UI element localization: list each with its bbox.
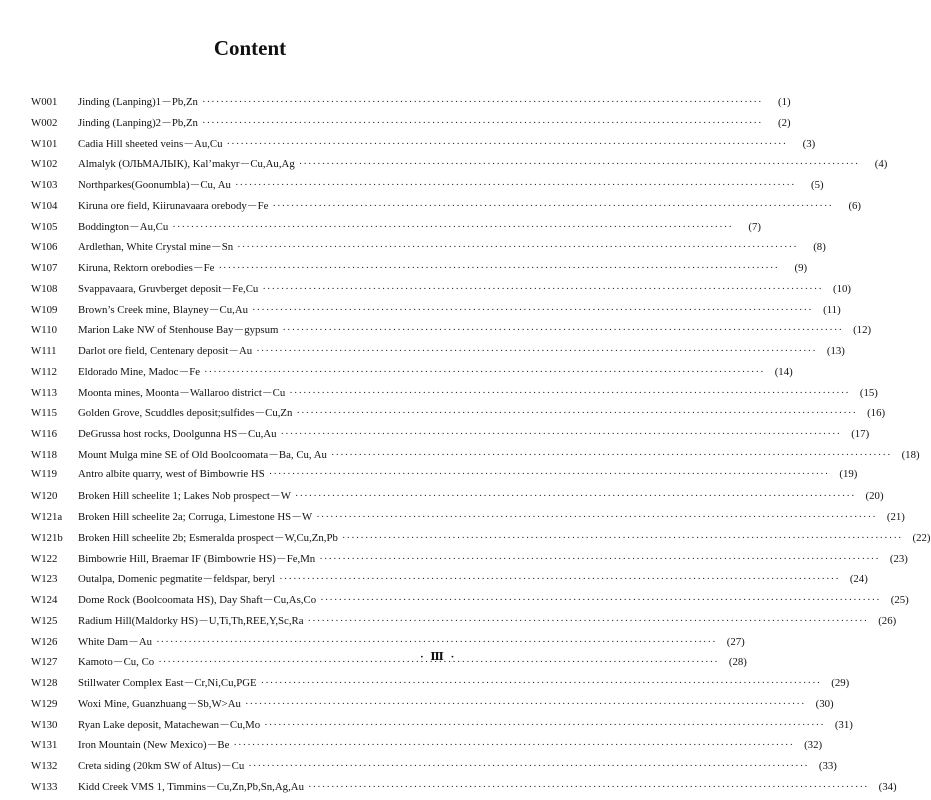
toc-entry-title: Iron Mountain (New Mexico)－Be [78,739,230,752]
toc-entry [31,530,931,551]
toc-entry-code: W128 [31,677,58,689]
toc-entry-code: W102 [31,158,58,171]
toc-entry-title: Antro albite quarry, west of Bimbowrie HS [78,467,265,480]
toc-entry-title: Darlot ore field, Centenary deposit－Au [78,345,253,357]
toc-entry-page: (5) [811,179,824,191]
toc-entry-page: (22) [912,531,931,544]
toc-entry [31,467,858,489]
toc-entry [31,239,826,260]
toc-entry-page: (26) [878,614,897,627]
toc-entry-title: Ardlethan, White Crystal mine－Sn [78,241,234,254]
toc-entry-code: W121a [31,511,63,523]
toc-entry-title: Ryan Lake deposit, Matachewan－Cu,Mo [78,718,261,731]
page-number-footer: · Ⅲ · [420,651,457,663]
toc-entry [31,758,837,779]
toc-entry-code: W110 [31,324,57,337]
toc-entry-page: (15) [859,386,878,399]
toc-entry [31,634,745,655]
toc-entry-page: (3) [802,137,816,150]
toc-entry-code: W121b [31,531,63,544]
toc-entry-code: W112 [31,365,57,378]
toc-entry-title: Eldorado Mine, Madoc－Fe [78,365,201,378]
toc-entry [31,198,862,219]
toc-entry [31,571,868,592]
toc-entry-code: W120 [31,490,58,503]
toc-entry-title: Cadia Hill sheeted veins－Au,Cu [78,137,223,150]
toc-entry-code: W106 [31,241,58,254]
dot-leader [235,179,796,191]
toc-entry-title: Kidd Creek VMS 1, Timmins－Cu,Zn,Pb,Sn,Ag,Au [78,780,304,793]
toc-entry-page: (9) [794,262,808,274]
toc-entry [31,737,823,758]
dot-leader [256,345,817,357]
toc-entry-title: Kiruna, Rektorn orebodies－Fe [78,262,215,274]
toc-entry [31,322,872,343]
toc-entry [31,136,816,157]
dot-leader [233,739,794,751]
toc-entry-code: W133 [31,780,58,793]
toc-entry-page: (23) [889,552,908,565]
dot-leader [227,138,788,150]
toc-entry-code: W129 [31,697,58,710]
toc-entry-code: W104 [31,199,58,212]
dot-leader [281,428,842,440]
dot-leader [308,781,869,793]
toc-entry [31,426,870,447]
toc-entry-code: W101 [31,137,58,150]
toc-entry-code: W124 [31,594,58,606]
toc-entry-code: W125 [31,614,58,627]
toc-entry [31,613,897,634]
toc-entry-title: Broken Hill scheelite 2a; Corruga, Limestone HS－W [78,511,313,523]
toc-entry [31,302,841,323]
toc-entry-page: (2) [778,116,791,129]
dot-leader [202,117,763,129]
toc-entry-title: Northparkes(Goonumbla)－Cu, Au [78,179,231,191]
dot-leader [237,241,798,253]
toc-entry-title: Stillwater Complex East－Cr,Ni,Cu,PGE [78,677,257,689]
toc-entry [31,219,761,240]
toc-entry-page: (32) [804,739,823,752]
toc-entry [31,717,853,738]
toc-entry [31,551,908,572]
dot-leader [296,407,857,419]
toc-entry-page: (19) [839,467,858,480]
dot-leader [289,387,850,399]
toc-entry-page: (34) [878,780,897,793]
toc-entry [31,447,920,468]
toc-entry-code: W113 [31,386,57,399]
toc-entry-page: (16) [867,407,886,420]
dot-leader [248,760,809,772]
toc-entry-title: Jinding (Lanping)2－Pb,Zn [78,116,198,129]
toc-entry-code: W002 [31,116,58,129]
toc-entry-code: W122 [31,552,58,565]
toc-entry-page: (8) [813,241,826,254]
dot-leader [204,366,765,378]
page-title: Content [213,36,287,60]
toc-entry [31,281,851,302]
toc-entry-title: Svappavaara, Gruvberget deposit－Fe,Cu [78,282,259,295]
dot-leader [316,511,877,523]
toc-entry-code: W132 [31,760,58,772]
toc-entry-code: W127 [31,656,58,669]
toc-entry-title: Dome Rock (Boolcoomata HS), Day Shaft－Cu,As,Co [78,594,317,606]
toc-entry-page: (30) [815,697,834,710]
toc-entry [31,592,909,613]
dot-leader [299,158,860,170]
toc-entry-page: (25) [890,594,909,606]
toc-entry-page: (24) [849,573,868,586]
toc-entry-page: (1) [778,96,791,108]
dot-leader [261,677,822,689]
toc-entry [31,94,791,115]
table-of-contents [31,94,931,800]
toc-entry-code: W118 [31,448,57,461]
toc-entry-title: Broken Hill scheelite 2b; Esmeralda prospect－W,Cu,Zn,Pb [78,531,338,544]
toc-entry-title: Woxi Mine, Guanzhuang－Sb,W>Au [78,697,241,710]
toc-entry-title: White Dam－Au [78,635,153,648]
toc-entry [31,696,834,717]
dot-leader [279,573,840,585]
toc-entry-code: W131 [31,739,58,752]
toc-entry-page: (12) [853,324,872,337]
toc-entry-page: (31) [834,718,853,731]
toc-entry-page: (18) [901,448,920,461]
toc-entry-page: (29) [831,677,850,689]
toc-entry [31,488,884,509]
toc-entry-title: Broken Hill scheelite 1; Lakes Nob prospect－W [78,490,291,503]
toc-entry-page: (7) [748,220,761,233]
toc-entry-title: Almalyk (ОЛЬМАЛЫК), Kal’makyr－Cu,Au,Ag [78,158,295,171]
dot-leader [308,615,869,627]
toc-entry-page: (14) [774,365,793,378]
toc-entry-title: Kamoto－Cu, Co [78,656,155,669]
dot-leader [264,719,825,731]
toc-entry-page: (17) [851,428,870,440]
dot-leader [295,490,856,502]
toc-entry-code: W111 [31,345,57,357]
toc-entry-title: Outalpa, Domenic pegmatite－feldspar, beryl [78,573,276,586]
toc-entry-page: (21) [886,511,905,523]
dot-leader [331,449,892,461]
toc-entry-title: Moonta mines, Moonta－Wallaroo district－Cu [78,386,286,399]
toc-entry-code: W108 [31,282,58,295]
toc-entry [31,654,747,675]
toc-entry-code: W103 [31,179,58,191]
toc-entry [31,364,793,385]
dot-leader [319,553,880,565]
toc-entry-title: DeGrussa host rocks, Doolgunna HS－Cu,Au [78,428,277,440]
dot-leader [262,283,823,295]
toc-entry-page: (27) [726,635,745,648]
toc-entry-title: Mount Mulga mine SE of Old Boolcoomata－Ba, Cu, Au [78,448,327,461]
toc-entry-code: W107 [31,262,58,274]
toc-entry-page: (10) [832,282,851,295]
toc-entry [31,156,888,177]
toc-entry [31,115,791,136]
toc-entry-title: Bimbowrie Hill, Braemar IF (Bimbowrie HS)－Fe,Mn [78,552,316,565]
dot-leader [269,468,830,480]
dot-leader [172,221,733,233]
toc-entry [31,343,845,364]
toc-entry-title: Golden Grove, Scuddles deposit;sulfides－Cu,Zn [78,407,293,420]
dot-leader [202,96,763,108]
toc-entry-code: W105 [31,220,58,233]
dot-leader [272,200,833,212]
toc-entry-code: W116 [31,428,57,440]
toc-entry [31,260,808,281]
toc-entry-page: (13) [826,345,845,357]
toc-entry-page: (28) [728,656,747,669]
toc-entry-page: (11) [823,303,841,316]
toc-entry-title: Creta siding (20km SW of Altus)－Cu [78,760,245,772]
toc-entry-title: Marion Lake NW of Stenhouse Bay－gypsum [78,324,279,337]
toc-entry-page: (33) [818,760,837,772]
toc-entry [31,177,824,198]
toc-entry [31,779,897,800]
toc-entry [31,509,905,530]
toc-entry-page: (6) [848,199,862,212]
dot-leader [342,532,903,544]
toc-entry-title: Brown’s Creek mine, Blayney－Cu,Au [78,303,249,316]
toc-entry-code: W119 [31,467,57,480]
toc-entry-title: Jinding (Lanping)1－Pb,Zn [78,96,198,108]
toc-entry-code: W123 [31,573,58,586]
dot-leader [320,594,881,606]
toc-entry-code: W001 [31,96,58,108]
toc-entry-title: Radium Hill(Maldorky HS)－U,Ti,Th,REE,Y,Sc,Ra [78,614,304,627]
toc-entry-code: W126 [31,635,58,648]
toc-entry-code: W115 [31,407,57,420]
dot-leader [252,304,813,316]
toc-entry-title: Boddington－Au,Cu [78,220,169,233]
dot-leader [156,636,717,648]
toc-entry-code: W130 [31,718,58,731]
dot-leader [218,262,779,274]
toc-entry [31,675,850,696]
toc-entry-page: (4) [874,158,888,171]
toc-entry [31,385,878,406]
dot-leader [245,698,806,710]
toc-entry-title: Kiruna ore field, Kiirunavaara orebody－Fe [78,199,269,212]
toc-entry [31,405,886,426]
toc-entry-code: W109 [31,303,58,316]
toc-entry-page: (20) [865,490,884,503]
dot-leader [282,324,843,336]
